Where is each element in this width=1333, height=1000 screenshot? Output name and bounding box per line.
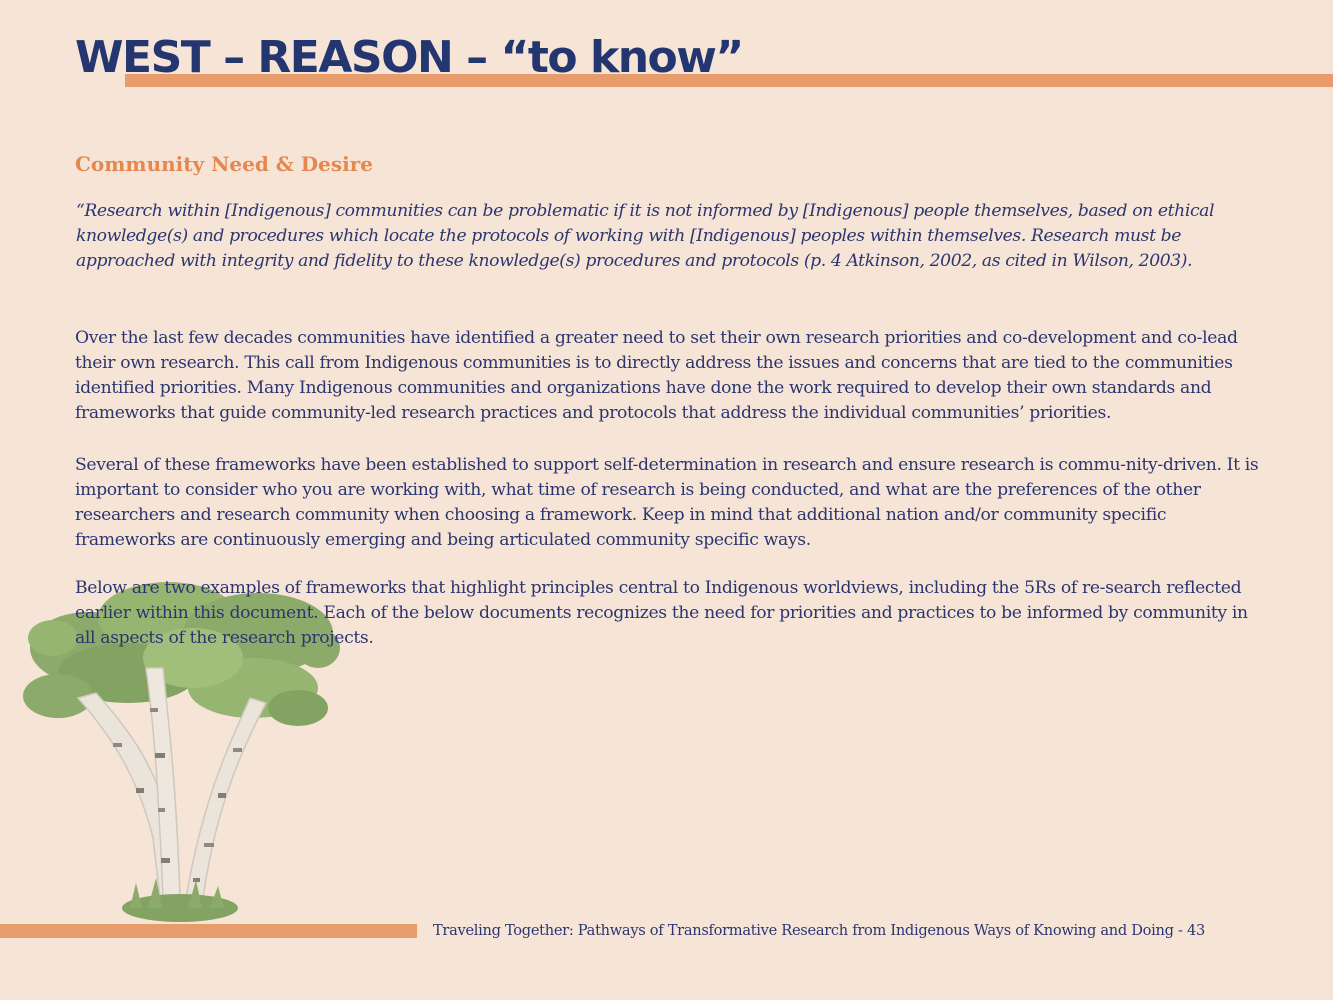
page-title: WEST – REASON – “to know” <box>75 32 743 83</box>
body-paragraph: Below are two examples of frameworks that highlight principles central to Indigenous worldviews, including the 5Rs of re-search reflected earlier within this document. Each of the below documents recognizes the need for priorities and practices to be informed by community in all aspects of the research projects. <box>75 578 1248 648</box>
body-paragraph: Several of these frameworks have been established to support self-determination in research and ensure research is commu-nity-driven. It is important to consider who you are working with, what time of research is being conducted, and what are the preferences of the other researchers and research community when choosing a framework. Keep in mind that additional nation and/or community specific frameworks are continuously emerging and being articulated community specific ways. <box>75 455 1259 550</box>
quote-paragraph: “Research within [Indigenous] communities can be problematic if it is not informed by [Indigenous] people themselves, based on ethical knowledge(s) and procedures which locate the protocols of working with [Indigenous] peoples within themselves. Research must be approached with integrity and fidelity to these knowledge(s) procedures and protocols (p. 4 Atkinson, 2002, as cited in Wilson, 2003). <box>76 201 1215 271</box>
section-heading: Community Need & Desire <box>75 152 373 176</box>
page-footer: Traveling Together: Pathways of Transformative Research from Indigenous Ways of Knowing and Doing - 43 <box>433 922 1205 939</box>
body-paragraph: Over the last few decades communities have identified a greater need to set their own research priorities and co-development and co-lead their own research. This call from Indigenous communities is to directly address the issues and concerns that are tied to the communities identified priorities. Many Indigenous communities and organizations have done the work required to develop their own standards and frameworks that guide community-led research practices and protocols that address the individual communities’ priorities. <box>75 328 1238 423</box>
